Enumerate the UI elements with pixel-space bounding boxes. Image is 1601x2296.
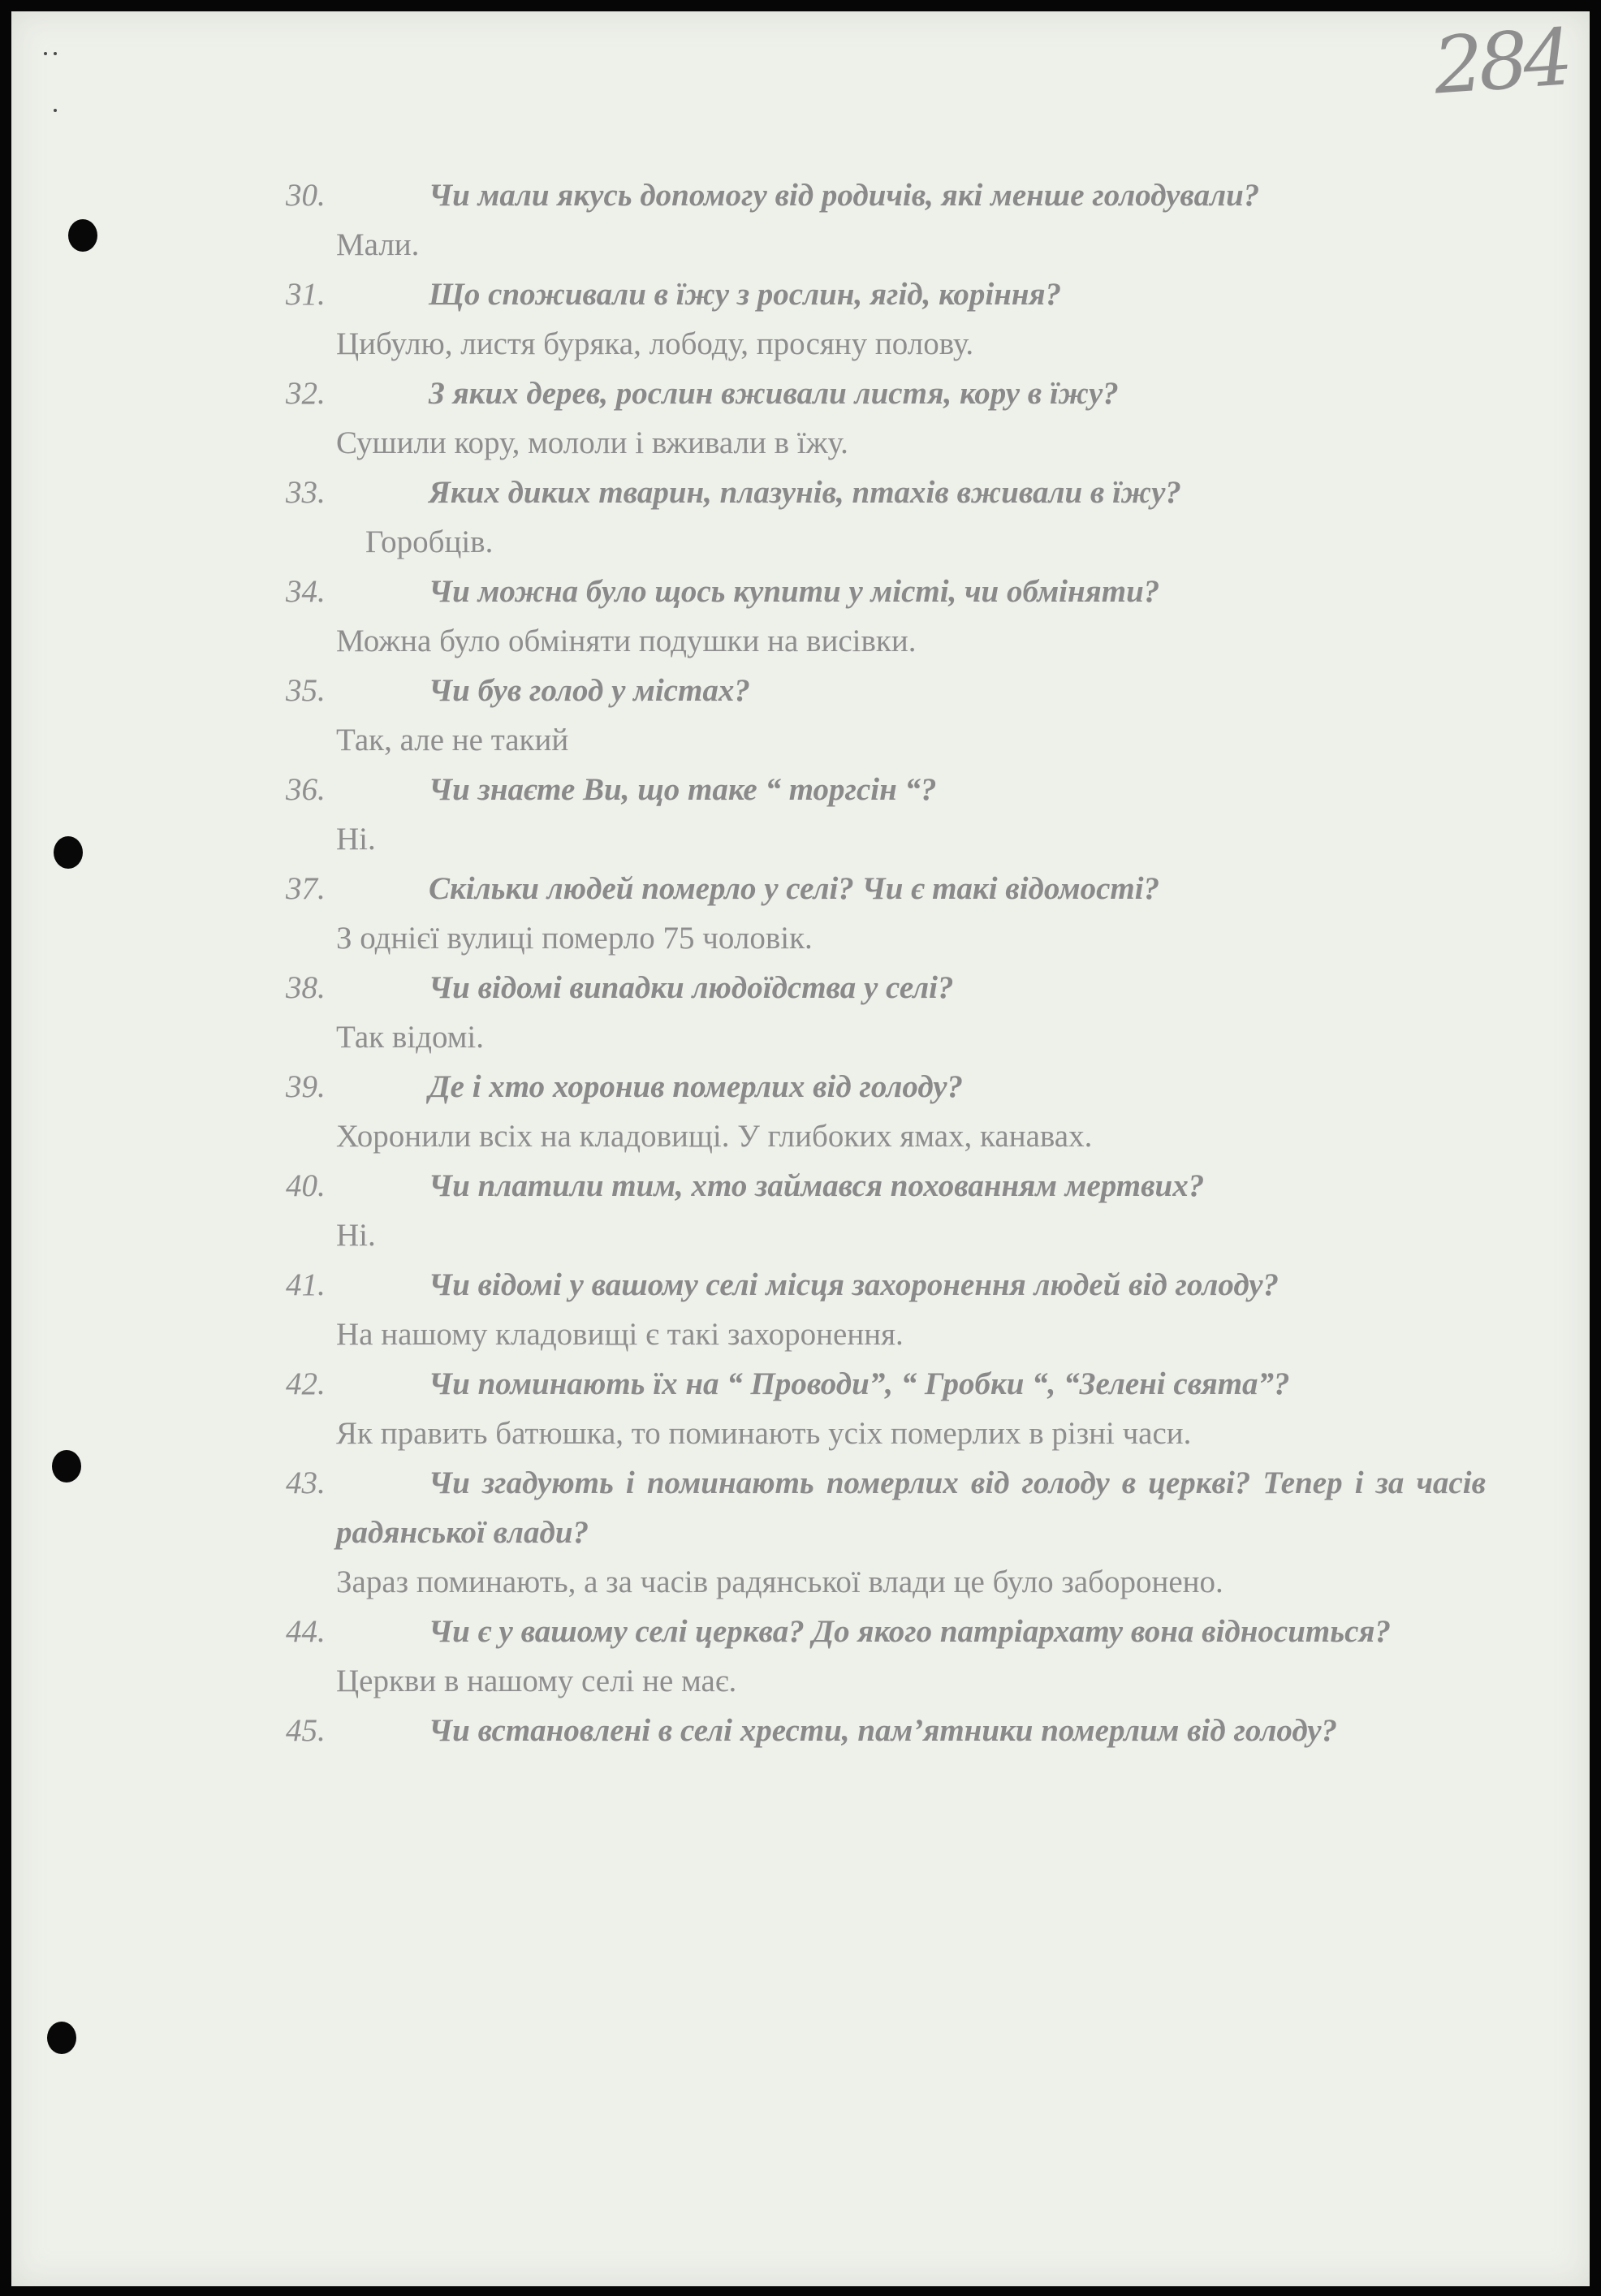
question-text: З яких дерев, рослин вживали листя, кору в їжу?	[429, 376, 1119, 411]
question-number: 38.	[286, 970, 326, 1005]
answer-text: Зараз поминають, а за часів радянської влади це було заборонено.	[336, 1564, 1223, 1599]
answer-text: Цибулю, листя буряка, лободу, просяну полову.	[336, 326, 974, 361]
question-text: Чи можна було щось купити у місті, чи обміняти?	[429, 574, 1160, 609]
answer-text: Можна було обміняти подушки на висівки.	[336, 624, 917, 658]
qa-item	[286, 1458, 1486, 1607]
question-text: Чи відомі у вашому селі місця захоронення людей від голоду?	[429, 1267, 1280, 1302]
question-number: 37.	[286, 871, 326, 906]
questionnaire	[286, 170, 1486, 1755]
question	[286, 1706, 1486, 1755]
question	[286, 1607, 1486, 1656]
question-number: 43.	[286, 1465, 326, 1500]
punch-hole	[47, 2022, 76, 2054]
punch-hole	[68, 219, 97, 252]
answer-text: Мали.	[336, 227, 420, 262]
answer-text: На нашому кладовищі є такі захоронення.	[336, 1317, 904, 1352]
page-number: 284	[1431, 11, 1571, 112]
question-number: 32.	[286, 376, 326, 411]
question-number: 44.	[286, 1614, 326, 1649]
question	[286, 369, 1486, 418]
qa-item	[286, 170, 1486, 270]
qa-item	[286, 1359, 1486, 1458]
answer-text: Горобців.	[365, 524, 494, 559]
question	[286, 1458, 1486, 1557]
question	[286, 963, 1486, 1012]
question-text: Чи мали якусь допомогу від родичів, які менше голодували?	[429, 178, 1260, 213]
document-page	[11, 11, 1590, 2286]
question-text: Чи поминають їх на “ Проводи”, “ Гробки “, “Зелені свята”?	[429, 1366, 1290, 1401]
question-text: Що споживали в їжу з рослин, ягід, коріння?	[429, 277, 1062, 312]
question	[286, 1062, 1486, 1111]
question-number: 39.	[286, 1069, 326, 1104]
question-text: Яких диких тварин, плазунів, птахів вживали в їжу?	[429, 475, 1181, 510]
qa-item	[286, 666, 1486, 765]
answer-text: Церкви в нашому селі не має.	[336, 1664, 737, 1698]
question-text: Чи встановлені в селі хрести, пам’ятники померлим від голоду?	[429, 1713, 1338, 1748]
question-number: 33.	[286, 475, 326, 510]
question-number: 41.	[286, 1267, 326, 1302]
qa-item	[286, 1260, 1486, 1359]
punch-hole	[52, 1450, 81, 1482]
question-text: Де і хто хоронив померлих від голоду?	[429, 1069, 964, 1104]
qa-item	[286, 1706, 1486, 1755]
question-text: Скільки людей померло у селі? Чи є такі відомості?	[429, 871, 1160, 906]
answer-text: Сушили кору, мололи і вживали в їжу.	[336, 425, 848, 460]
qa-item	[286, 1062, 1486, 1161]
answer-text: Ні.	[336, 822, 376, 857]
question-number: 30.	[286, 178, 326, 213]
question	[286, 567, 1486, 616]
question-text: Чи платили тим, хто займався похованням мертвих?	[429, 1168, 1205, 1203]
qa-item	[286, 468, 1486, 567]
question-number: 42.	[286, 1366, 326, 1401]
qa-item	[286, 369, 1486, 468]
answer-text: Так, але не такий	[336, 723, 569, 757]
question	[286, 666, 1486, 715]
answer-text: Ні.	[336, 1218, 376, 1253]
question	[286, 170, 1486, 220]
question	[286, 270, 1486, 319]
question-number: 35.	[286, 673, 326, 708]
qa-item	[286, 864, 1486, 963]
qa-item	[286, 765, 1486, 864]
scan-speck	[54, 52, 57, 55]
question	[286, 1359, 1486, 1409]
question-text: Чи згадують і поминають померлих від голоду в церкві? Тепер і за часів радянської влади?	[336, 1465, 1486, 1550]
question-text: Чи був голод у містах?	[429, 673, 750, 708]
qa-item	[286, 270, 1486, 369]
question	[286, 1260, 1486, 1310]
question-number: 45.	[286, 1713, 326, 1748]
answer-text: Так відомі.	[336, 1020, 484, 1055]
question	[286, 1161, 1486, 1211]
question-number: 40.	[286, 1168, 326, 1203]
question-number: 31.	[286, 277, 326, 312]
qa-item	[286, 1161, 1486, 1260]
qa-item	[286, 567, 1486, 666]
question-number: 36.	[286, 772, 326, 807]
scan-speck	[54, 109, 57, 112]
answer-text: З однієї вулиці померло 75 чоловік.	[336, 921, 813, 956]
question	[286, 765, 1486, 814]
qa-item	[286, 1607, 1486, 1706]
answer-text: Хоронили всіх на кладовищі. У глибоких ямах, канавах.	[336, 1119, 1093, 1154]
question-text: Чи відомі випадки людоїдства у селі?	[429, 970, 954, 1005]
question-text: Чи знаєте Ви, що таке “ торгсін “?	[429, 772, 937, 807]
question	[286, 864, 1486, 913]
question-text: Чи є у вашому селі церква? До якого патріархату вона відноситься?	[429, 1614, 1391, 1649]
question	[286, 468, 1486, 517]
punch-hole	[54, 836, 83, 869]
qa-item	[286, 963, 1486, 1062]
question-number: 34.	[286, 574, 326, 609]
scan-speck	[44, 52, 47, 55]
answer-text: Як править батюшка, то поминають усіх померлих в різні часи.	[336, 1416, 1192, 1451]
